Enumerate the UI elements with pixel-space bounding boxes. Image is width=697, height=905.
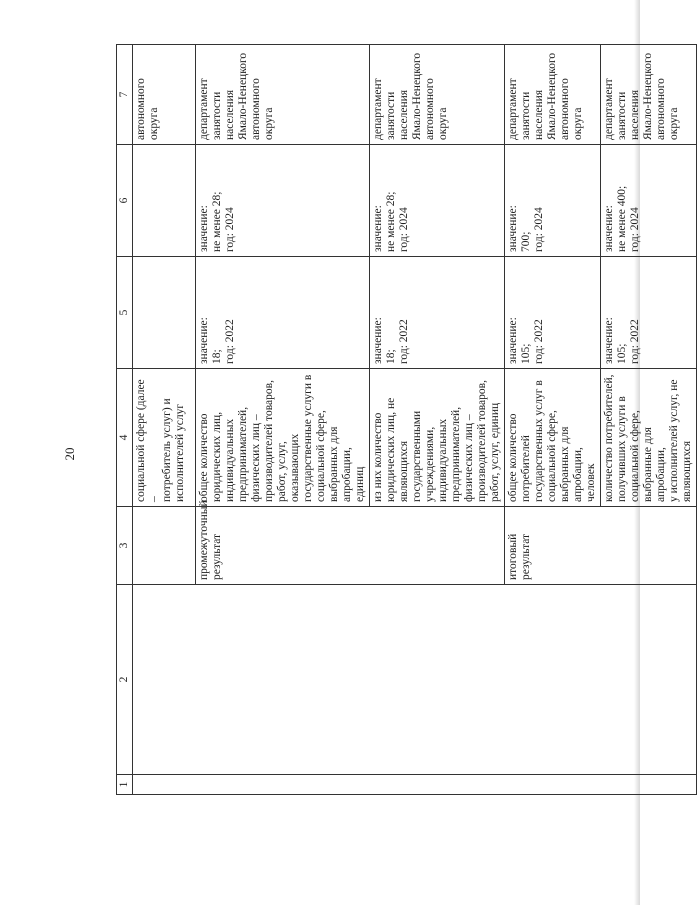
table-wrapper <box>116 45 693 795</box>
cell-target-value: значение: не менее 28; год: 2024 <box>196 145 370 257</box>
col-header-2: 2 <box>117 585 133 775</box>
cell-col3 <box>133 507 196 585</box>
cell-indicator: общее количество юридических лиц, индивидуальных предпринимателей, физических лиц – производителей товаров, работ, услуг, оказывающих государственные услуги в социальной сфере, выбранных для апробации, единиц <box>196 369 370 507</box>
cell-target-value: значение: не менее 400; год: 2024 <box>601 145 697 257</box>
cell-col1-merged <box>133 775 697 795</box>
cell-target-value: значение: 700; год: 2024 <box>505 145 601 257</box>
cell-result-type: промежуточный результат <box>196 507 505 585</box>
cell-responsible: департамент занятости населения Ямало-Ненецкого автономного округа <box>370 45 505 145</box>
cell-base-value: значение: 18; год: 2022 <box>370 257 505 369</box>
cell-result-type: итоговый результат <box>505 507 697 585</box>
cell-indicator: общее количество потребителей государственных услуг в социальной сфере, выбранных для апробации, человек <box>505 369 601 507</box>
col-header-1: 1 <box>117 775 133 795</box>
cell-col4: социальной сфере (далее – потребитель услуг) и исполнителей услуг <box>133 369 196 507</box>
col-header-4: 4 <box>117 369 133 507</box>
cell-target-value: значение: не менее 28; год: 2024 <box>370 145 505 257</box>
col-header-7: 7 <box>117 45 133 145</box>
col-header-5: 5 <box>117 257 133 369</box>
cell-base-value: значение: 105; год: 2022 <box>601 257 697 369</box>
cell-base-value: значение: 18; год: 2022 <box>196 257 370 369</box>
cell-indicator: количество потребителей, получивших услуги в социальной сфере, выбранные для апробации, у исполнителей услуг, не являющихся <box>601 369 697 507</box>
indicators-table <box>116 44 697 795</box>
header-row <box>117 45 133 795</box>
cell-indicator: из них количество юридических лиц, не являющихся государственными учреждениями, индивидуальных предпринимателей, физических лиц – производителей товаров, работ, услуг, единиц <box>370 369 505 507</box>
cell-col7: автономного округа <box>133 45 196 145</box>
table-row-continuation <box>133 45 196 795</box>
cell-col2-merged <box>133 585 697 775</box>
col-header-3: 3 <box>117 507 133 585</box>
cell-responsible: департамент занятости населения Ямало-Ненецкого автономного округа <box>505 45 601 145</box>
cell-col6 <box>133 145 196 257</box>
cell-responsible: департамент занятости населения Ямало-Ненецкого автономного округа <box>196 45 370 145</box>
cell-responsible: департамент занятости населения Ямало-Ненецкого автономного округа <box>601 45 697 145</box>
cell-base-value: значение: 105; год: 2022 <box>505 257 601 369</box>
col-header-6: 6 <box>117 145 133 257</box>
rotated-sheet <box>116 45 693 795</box>
cell-col5 <box>133 257 196 369</box>
page-number: 20 <box>62 447 77 461</box>
